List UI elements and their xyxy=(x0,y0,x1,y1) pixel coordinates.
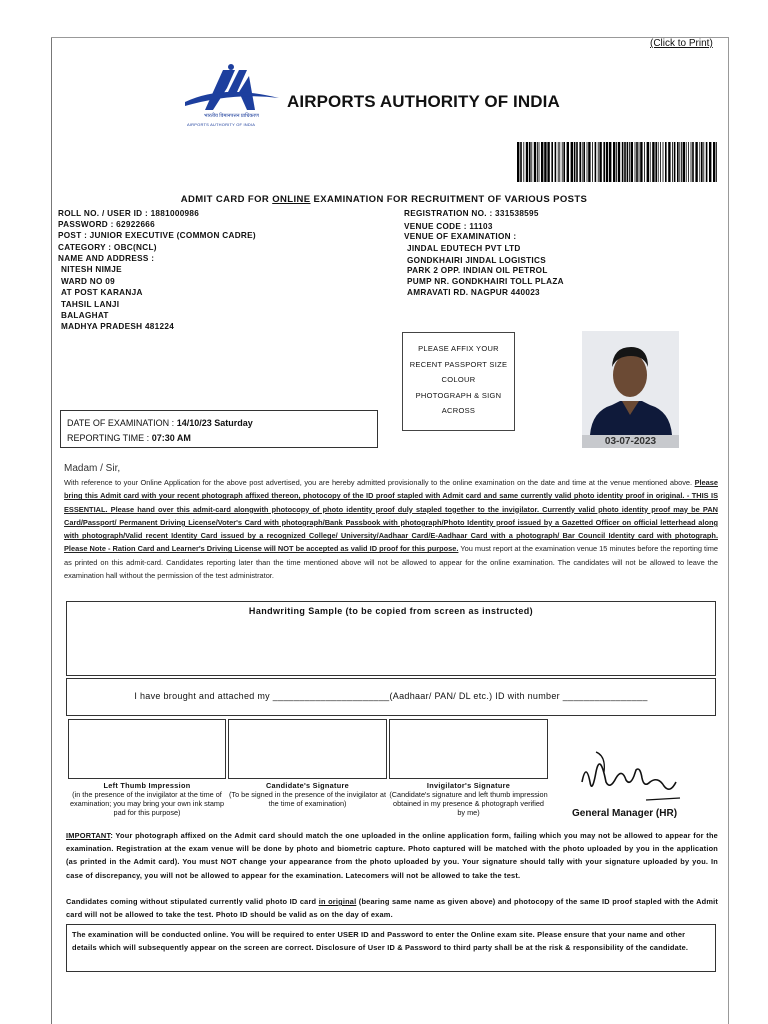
photo-affix-line: PLEASE AFFIX YOUR xyxy=(418,344,499,353)
barcode-bar xyxy=(636,142,638,182)
password: PASSWORD : 62922666 xyxy=(58,220,156,229)
barcode-bar xyxy=(677,142,679,182)
address-line: NITESH NIMJE xyxy=(61,265,122,274)
barcode-bar xyxy=(655,142,657,182)
barcode-bar xyxy=(658,142,659,182)
barcode-bar xyxy=(579,142,581,182)
barcode-bar xyxy=(650,142,651,182)
org-hindi-name: भारतीय विमानपत्तन प्राधिकरण xyxy=(204,113,259,119)
venue-line: AMRAVATI RD. NAGPUR 440023 xyxy=(407,288,540,297)
category: CATEGORY : OBC(NCL) xyxy=(58,242,157,252)
barcode-bar xyxy=(691,142,692,182)
barcode-bar xyxy=(624,142,626,182)
registration-number: REGISTRATION NO. : 331538595 xyxy=(404,209,539,218)
barcode-bar xyxy=(544,142,546,182)
barcode-bar xyxy=(703,142,704,182)
name-address-label: NAME AND ADDRESS : xyxy=(58,253,155,263)
barcode-bar xyxy=(647,142,649,182)
candidate-photo xyxy=(582,331,679,448)
barcode xyxy=(517,142,717,182)
reporting-time: REPORTING TIME : 07:30 AM xyxy=(67,433,191,443)
barcode-bar xyxy=(627,142,629,182)
barcode-bar xyxy=(571,142,573,182)
barcode-bar xyxy=(629,142,630,182)
barcode-bar xyxy=(599,142,601,182)
barcode-bar xyxy=(558,142,559,182)
barcode-bar xyxy=(520,142,522,182)
venue-code: VENUE CODE : 11103 xyxy=(404,221,493,231)
exam-date: DATE OF EXAMINATION : 14/10/23 Saturday xyxy=(67,418,253,428)
post: POST : JUNIOR EXECUTIVE (COMMON CADRE) xyxy=(58,231,256,240)
venue-line: PUMP NR. GONDKHAIRI TOLL PLAZA xyxy=(407,276,564,286)
barcode-bar xyxy=(679,142,680,182)
barcode-bar xyxy=(547,142,549,182)
left-thumb-label: Left Thumb Impression (in the presence of the invigilator at the time of examination; you may bring your own ink stamp pad for this purpose) xyxy=(69,781,225,817)
barcode-bar xyxy=(563,142,565,182)
barcode-bar xyxy=(622,142,624,182)
barcode-bar xyxy=(541,142,543,182)
barcode-bar xyxy=(595,142,597,182)
login-notice-box: The examination will be conducted online. You will be required to enter USER ID and Password to enter the Online exam site. Please ensure that your name and other details which will subsequently appear on the screen are correct. Disclosure of User ID & Password to third party shall be at the risk & responsibility of the candidate. xyxy=(66,924,716,972)
candidate-signature-box xyxy=(228,719,387,779)
barcode-bar xyxy=(640,142,642,182)
gm-signature-icon xyxy=(576,742,686,804)
aai-logo-icon xyxy=(183,62,283,114)
barcode-bar xyxy=(562,142,563,182)
barcode-bar xyxy=(695,142,697,182)
barcode-bar xyxy=(672,142,673,182)
barcode-bar xyxy=(559,142,560,182)
barcode-bar xyxy=(576,142,578,182)
barcode-bar xyxy=(692,142,694,182)
barcode-bar xyxy=(587,142,588,182)
handwriting-sample-title: Handwriting Sample (to be copied from screen as instructed) xyxy=(248,606,534,616)
address-line: AT POST KARANJA xyxy=(61,288,143,297)
barcode-bar xyxy=(517,142,519,182)
photo-affix-line: ACROSS xyxy=(441,406,476,415)
barcode-bar xyxy=(567,142,569,182)
barcode-bar xyxy=(716,142,717,182)
barcode-bar xyxy=(688,142,689,182)
id-declaration-text: I have brought and attached my ______________________(Aadhaar/ PAN/ DL etc.) ID with number ________________ xyxy=(134,691,648,701)
important-notice: IMPORTANT: Your photograph affixed on the Admit card should match the one uploaded in the online application form, failing which you may not be allowed to appear for the examination. Registration at the exam venue will be done by photo and biometric capture. Photo captured will be matched with the photo uploaded by you in the application (as printed in the Admit card). You must NOT change your appearance from the photo uploaded by you. Your signature should tally with your signature uploaded by you. In case of discrepancy, you will not be allowed to appear for the examination. Latecomers will not be allowed to take the test. xyxy=(66,831,718,880)
barcode-bar xyxy=(582,142,583,182)
page-border-top xyxy=(51,37,729,38)
barcode-bar xyxy=(574,142,576,182)
barcode-bar xyxy=(618,142,620,182)
barcode-bar xyxy=(613,142,615,182)
barcode-bar xyxy=(674,142,676,182)
barcode-bar xyxy=(709,142,711,182)
venue-line: JINDAL EDUTECH PVT LTD xyxy=(407,244,521,253)
org-name: AIRPORTS AUTHORITY OF INDIA xyxy=(287,92,560,111)
id-declaration-box xyxy=(66,678,716,716)
venue-line: GONDKHAIRI JINDAL LOGISTICS xyxy=(407,255,546,265)
address-line: WARD NO 09 xyxy=(61,277,115,286)
photo-affix-box xyxy=(402,332,515,431)
barcode-bar xyxy=(706,142,708,182)
barcode-bar xyxy=(555,142,557,182)
general-manager-label: General Manager (HR) xyxy=(572,808,678,819)
barcode-bar xyxy=(681,142,682,182)
admit-card-title: ADMIT CARD FOR ONLINE EXAMINATION FOR RECRUITMENT OF VARIOUS POSTS xyxy=(180,194,588,205)
click-to-print-link[interactable]: (Click to Print) xyxy=(650,38,713,49)
barcode-bar xyxy=(683,142,685,182)
barcode-bar xyxy=(603,142,605,182)
barcode-bar xyxy=(606,142,608,182)
page-border-right xyxy=(728,37,729,1024)
exam-date-box xyxy=(60,410,378,448)
venue-label: VENUE OF EXAMINATION : xyxy=(404,231,517,241)
barcode-bar xyxy=(701,142,703,182)
barcode-bar xyxy=(583,142,585,182)
address-line: BALAGHAT xyxy=(61,311,109,320)
photo-date: 03-07-2023 xyxy=(604,436,657,447)
roll-number: ROLL NO. / USER ID : 1881000986 xyxy=(58,209,200,218)
barcode-bar xyxy=(529,142,531,182)
barcode-bar xyxy=(713,142,715,182)
photo-affix-line: COLOUR xyxy=(441,375,476,384)
barcode-bar xyxy=(665,142,667,182)
barcode-bar xyxy=(598,142,599,182)
candidate-signature-label: Candidate's Signature (To be signed in the presence of the invigilator at the time of examination) xyxy=(229,781,386,808)
barcode-bar xyxy=(652,142,654,182)
barcode-bar xyxy=(592,142,593,182)
barcode-bar xyxy=(588,142,590,182)
barcode-bar xyxy=(537,142,538,182)
barcode-bar xyxy=(660,142,661,182)
page-border-left xyxy=(51,37,52,1024)
barcode-bar xyxy=(699,142,700,182)
instructions-paragraph: With reference to your Online Application for the above post advertised, you are hereby admitted provisionally to the online examination on the date and time at the venue mentioned above. Please bring this Admit card with your recent photograph affixed thereon, photocopy of the ID proof stapled with Admit card and same currently valid photo identity proof in original. - THIS IS ESSENTIAL. Please hand over this admit-card alongwith photocopy of photo identity proof duly stapled together to the invigilator. Currently valid photo identity proof may be PAN Card/Passport/ Permanent Driving License/Voter's Card with photograph/Bank Passbook with photograph/Photo Identity proof issued by a Gazetted Officer on official letterhead along with photograph/Valid recent Identity Card issued by a recognized College/ University/Aadhaar Card/E-Aadhaar Card with a photograph/ Bar Council Identity card with photograph. Please Note - Ration Card and Learner's Driving License will NOT be accepted as valid ID proof for this purpose. You must report at the examination venue 15 minutes before the reporting time as printed on this admit-card. Candidates reporting later than the time mentioned above will not be allowed to appear for the online examination. The candidates will not be allowed to leave the examination hall without the permission of the test administrator. xyxy=(64,478,718,581)
salutation: Madam / Sir, xyxy=(64,463,121,474)
barcode-bar xyxy=(639,142,640,182)
barcode-bar xyxy=(616,142,617,182)
id-requirement-notice: Candidates coming without stipulated currently valid photo ID card in original (bearing same name as given above) and photocopy of the same ID proof stapled with the Admit card will not be allowed to take the test. Photo ID should be valid as on the day of exam. xyxy=(66,897,719,920)
barcode-bar xyxy=(551,142,553,182)
address-line: MADHYA PRADESH 481224 xyxy=(61,322,175,331)
venue-line: PARK 2 OPP. INDIAN OIL PETROL xyxy=(407,265,548,275)
org-sub-name: AIRPORTS AUTHORITY OF INDIA xyxy=(187,122,256,127)
barcode-bar xyxy=(663,142,664,182)
handwriting-sample-box xyxy=(66,601,716,676)
left-thumb-box xyxy=(68,719,226,779)
barcode-bar xyxy=(668,142,670,182)
barcode-bar xyxy=(635,142,636,182)
address-line: TAHSIL LANJI xyxy=(61,299,120,309)
barcode-bar xyxy=(686,142,687,182)
invigilator-signature-label: Invigilator's Signature (Candidate's signature and left thumb impression obtained in my presence & photograph verified by me) xyxy=(389,781,548,817)
barcode-bar xyxy=(631,142,633,182)
photo-affix-line: RECENT PASSPORT SIZE xyxy=(409,359,508,369)
barcode-bar xyxy=(609,142,611,182)
barcode-bar xyxy=(539,142,540,182)
barcode-bar xyxy=(644,142,645,182)
invigilator-signature-box xyxy=(389,719,548,779)
photo-affix-line: PHOTOGRAPH & SIGN xyxy=(415,390,502,400)
barcode-bar xyxy=(534,142,536,182)
barcode-bar xyxy=(523,142,524,182)
barcode-bar xyxy=(526,142,528,182)
barcode-bar xyxy=(531,142,532,182)
